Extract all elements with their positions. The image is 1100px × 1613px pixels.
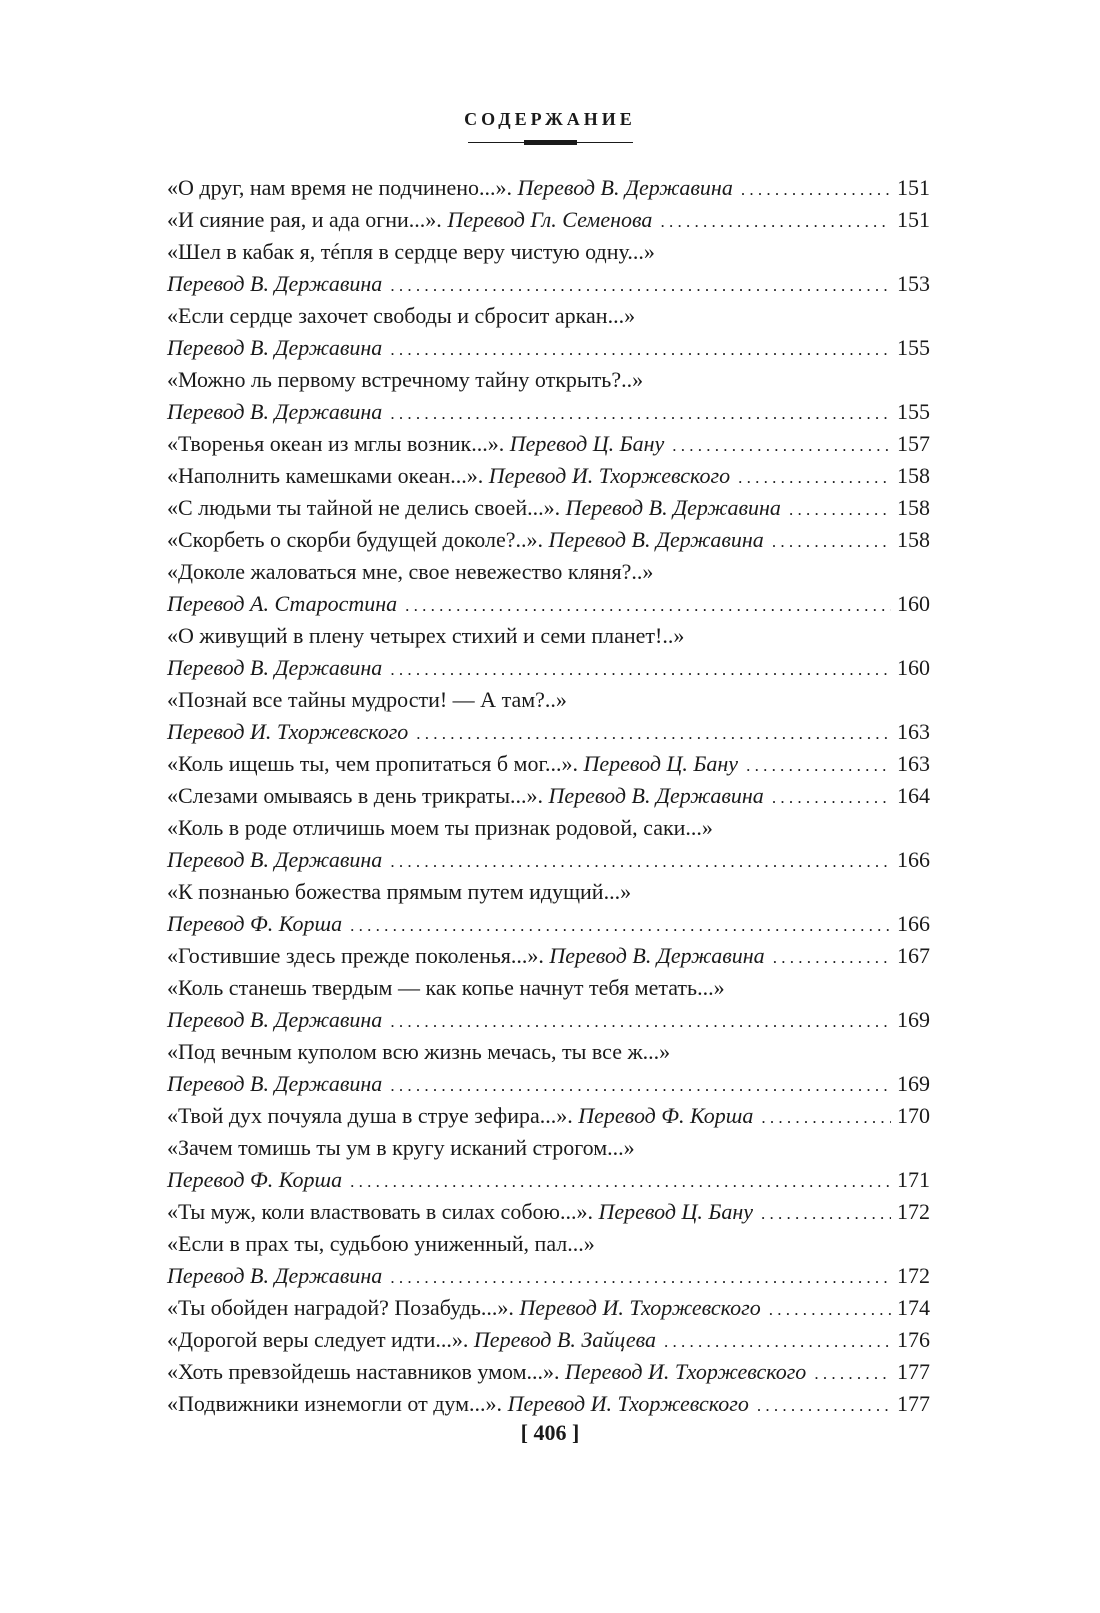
entry-translator: Перевод Ф. Корша xyxy=(578,1103,754,1128)
entry-page-number: 174 xyxy=(897,1295,930,1320)
entry-title: «О друг, нам время не подчинено...». xyxy=(167,175,513,200)
toc-entry xyxy=(167,172,930,204)
entry-title: «Коль ищешь ты, чем пропитаться б мог...». xyxy=(167,751,578,776)
toc-entry-line xyxy=(167,204,930,236)
entry-title: «К познанью божества прямым путем идущий...» xyxy=(167,879,632,904)
toc-entry xyxy=(167,1324,930,1356)
dot-leader xyxy=(741,172,891,206)
toc-entry xyxy=(167,1292,930,1324)
entry-page-number: 158 xyxy=(897,495,930,520)
entry-page-number: 160 xyxy=(897,591,930,616)
entry-page-number: 163 xyxy=(897,719,930,744)
entry-title: «Зачем томишь ты ум в кругу исканий строгом...» xyxy=(167,1135,635,1160)
entry-page-number: 158 xyxy=(897,463,930,488)
toc-entry xyxy=(167,1196,930,1228)
entry-page-number: 160 xyxy=(897,655,930,680)
entry-page-number: 155 xyxy=(897,399,930,424)
toc-entry-line xyxy=(167,364,930,396)
entry-page-number: 166 xyxy=(897,847,930,872)
entry-title: «Коль станешь твердым — как копье начнут тебя метать...» xyxy=(167,975,725,1000)
entry-translator: Перевод И. Тхоржевского xyxy=(507,1391,749,1416)
toc-entry-line xyxy=(167,524,930,556)
entry-translator: Перевод В. Державина xyxy=(167,847,383,872)
toc-entry xyxy=(167,1132,930,1196)
dot-leader xyxy=(746,748,891,782)
entry-page-number: 151 xyxy=(897,207,930,232)
entry-page-number: 176 xyxy=(897,1327,930,1352)
toc-entry-line xyxy=(167,236,930,268)
entry-translator: Перевод В. Державина xyxy=(167,1071,383,1096)
toc-entry-line xyxy=(167,1132,930,1164)
entry-translator: Перевод В. Зайцева xyxy=(473,1327,656,1352)
dot-leader xyxy=(416,716,891,750)
toc-entry-line xyxy=(167,620,930,652)
toc-entry-line xyxy=(167,652,930,684)
toc-entry xyxy=(167,780,930,812)
entry-title: «Ты муж, коли властвовать в силах собою...». xyxy=(167,1199,593,1224)
entry-translator: Перевод В. Державина xyxy=(549,943,765,968)
toc-entry-line xyxy=(167,1164,930,1196)
entry-title: «С людьми ты тайной не делись своей...». xyxy=(167,495,561,520)
entry-translator: Перевод Ф. Корша xyxy=(167,911,343,936)
entry-page-number: 155 xyxy=(897,335,930,360)
entry-title: «Если в прах ты, судьбою униженный, пал...» xyxy=(167,1231,595,1256)
toc-entry xyxy=(167,204,930,236)
toc-entry-line xyxy=(167,972,930,1004)
toc-entry xyxy=(167,620,930,684)
dot-leader xyxy=(390,1260,891,1294)
entry-page-number: 171 xyxy=(897,1167,930,1192)
entry-translator: Перевод В. Державина xyxy=(548,783,764,808)
entry-page-number: 169 xyxy=(897,1007,930,1032)
toc-entry-line xyxy=(167,748,930,780)
toc-entry-line xyxy=(167,300,930,332)
entry-title: «Подвижники изнемогли от дум...». xyxy=(167,1391,503,1416)
toc-entry xyxy=(167,1036,930,1100)
entry-translator: Перевод Ц. Бану xyxy=(583,751,739,776)
page-number: [ 406 ] xyxy=(520,1420,580,1445)
toc-entry-line xyxy=(167,1196,930,1228)
dot-leader xyxy=(350,1164,891,1198)
dot-leader xyxy=(390,1004,891,1038)
entry-title: «Шел в кабак я, тéпля в сердце веру чистую одну...» xyxy=(167,239,655,264)
toc-entry xyxy=(167,460,930,492)
entry-title: «О живущий в плену четырех стихий и семи планет!..» xyxy=(167,623,685,648)
table-of-contents xyxy=(167,172,930,1420)
entry-page-number: 153 xyxy=(897,271,930,296)
toc-entry-line xyxy=(167,460,930,492)
entry-title: «Доколе жаловаться мне, свое невежество кляня?..» xyxy=(167,559,654,584)
dot-leader xyxy=(757,1388,891,1422)
entry-page-number: 167 xyxy=(897,943,930,968)
entry-title: «Твой дух почуяла душа в струе зефира...». xyxy=(167,1103,573,1128)
dot-leader xyxy=(772,780,891,814)
dot-leader xyxy=(789,492,891,526)
dot-leader xyxy=(390,396,891,430)
entry-page-number: 166 xyxy=(897,911,930,936)
toc-entry-line xyxy=(167,1388,930,1420)
entry-title: «Если сердце захочет свободы и сбросит аркан...» xyxy=(167,303,636,328)
toc-entry-line xyxy=(167,1292,930,1324)
entry-translator: Перевод И. Тхоржевского xyxy=(519,1295,761,1320)
toc-entry xyxy=(167,556,930,620)
entry-translator: Перевод В. Державина xyxy=(517,175,733,200)
toc-entry-line xyxy=(167,1100,930,1132)
header-ornament-rule xyxy=(468,140,633,145)
entry-title: «Дорогой веры следует идти...». xyxy=(167,1327,469,1352)
toc-entry xyxy=(167,876,930,940)
entry-page-number: 158 xyxy=(897,527,930,552)
entry-translator: Перевод В. Державина xyxy=(167,271,383,296)
toc-entry-line xyxy=(167,428,930,460)
toc-entry xyxy=(167,812,930,876)
toc-entry-line xyxy=(167,332,930,364)
toc-entry-line xyxy=(167,588,930,620)
entry-translator: Перевод В. Державина xyxy=(167,655,383,680)
entry-translator: Перевод В. Державина xyxy=(548,527,764,552)
entry-page-number: 169 xyxy=(897,1071,930,1096)
toc-entry xyxy=(167,364,930,428)
dot-leader xyxy=(814,1356,891,1390)
toc-entry xyxy=(167,236,930,300)
dot-leader xyxy=(390,1068,891,1102)
entry-title: «Гостившие здесь прежде поколенья...». xyxy=(167,943,544,968)
entry-title: «Скорбеть о скорби будущей доколе?..». xyxy=(167,527,543,552)
entry-title: «Можно ль первому встречному тайну открыть?..» xyxy=(167,367,644,392)
entry-title: «И сияние рая, и ада огни...». xyxy=(167,207,442,232)
entry-page-number: 157 xyxy=(897,431,930,456)
toc-entry xyxy=(167,972,930,1036)
dot-leader xyxy=(390,332,891,366)
dot-leader xyxy=(738,460,891,494)
entry-translator: Перевод В. Державина xyxy=(167,335,383,360)
entry-page-number: 177 xyxy=(897,1391,930,1416)
entry-page-number: 172 xyxy=(897,1263,930,1288)
toc-entry-line xyxy=(167,1228,930,1260)
dot-leader xyxy=(761,1100,891,1134)
entry-page-number: 172 xyxy=(897,1199,930,1224)
toc-entry-line xyxy=(167,1068,930,1100)
entry-page-number: 164 xyxy=(897,783,930,808)
toc-entry-line xyxy=(167,492,930,524)
section-title: СОДЕРЖАНИЕ xyxy=(464,109,636,129)
entry-translator: Перевод Гл. Семенова xyxy=(447,207,653,232)
toc-entry-line xyxy=(167,268,930,300)
entry-title: «Хоть превзойдешь наставников умом...». xyxy=(167,1359,560,1384)
toc-entry-line xyxy=(167,716,930,748)
entry-page-number: 177 xyxy=(897,1359,930,1384)
dot-leader xyxy=(773,940,891,974)
toc-entry xyxy=(167,428,930,460)
entry-translator: Перевод В. Державина xyxy=(167,1263,383,1288)
dot-leader xyxy=(772,524,891,558)
entry-page-number: 151 xyxy=(897,175,930,200)
toc-entry xyxy=(167,940,930,972)
toc-entry-line xyxy=(167,684,930,716)
toc-entry xyxy=(167,748,930,780)
toc-entry-line xyxy=(167,844,930,876)
toc-entry-line xyxy=(167,1356,930,1388)
toc-entry xyxy=(167,492,930,524)
entry-translator: Перевод Ц. Бану xyxy=(509,431,665,456)
toc-entry-line xyxy=(167,908,930,940)
toc-entry-line xyxy=(167,940,930,972)
entry-translator: Перевод В. Державина xyxy=(167,399,383,424)
entry-translator: Перевод И. Тхоржевского xyxy=(488,463,731,488)
entry-translator: Перевод И. Тхоржевского xyxy=(167,719,409,744)
header-rule-thick xyxy=(524,140,577,145)
dot-leader xyxy=(660,204,891,238)
running-header xyxy=(0,106,1100,145)
dot-leader xyxy=(350,908,891,942)
toc-entry-line xyxy=(167,876,930,908)
dot-leader xyxy=(390,268,891,302)
toc-entry xyxy=(167,684,930,748)
toc-entry-line xyxy=(167,1324,930,1356)
dot-leader xyxy=(672,428,891,462)
toc-entry-line xyxy=(167,1260,930,1292)
dot-leader xyxy=(769,1292,891,1326)
entry-title: «Ты обойден наградой? Позабудь...». xyxy=(167,1295,514,1320)
toc-entry xyxy=(167,1228,930,1292)
toc-entry-line xyxy=(167,812,930,844)
toc-entry xyxy=(167,1388,930,1420)
entry-translator: Перевод Ф. Корша xyxy=(167,1167,343,1192)
toc-entry xyxy=(167,300,930,364)
toc-entry xyxy=(167,1356,930,1388)
dot-leader xyxy=(405,588,891,622)
entry-translator: Перевод И. Тхоржевского xyxy=(565,1359,807,1384)
entry-title: «Познай все тайны мудрости! — А там?..» xyxy=(167,687,567,712)
dot-leader xyxy=(390,844,891,878)
entry-title: «Коль в роде отличишь моем ты признак родовой, саки...» xyxy=(167,815,713,840)
entry-title: «Творенья океан из мглы возник...». xyxy=(167,431,505,456)
entry-title: «Слезами омываясь в день трикраты...». xyxy=(167,783,543,808)
entry-translator: Перевод В. Державина xyxy=(167,1007,383,1032)
dot-leader xyxy=(664,1324,891,1358)
entry-translator: Перевод А. Старостина xyxy=(167,591,398,616)
toc-entry-line xyxy=(167,1004,930,1036)
toc-entry-line xyxy=(167,396,930,428)
entry-page-number: 163 xyxy=(897,751,930,776)
dot-leader xyxy=(761,1196,891,1230)
entry-translator: Перевод Ц. Бану xyxy=(598,1199,754,1224)
toc-entry xyxy=(167,524,930,556)
toc-entry xyxy=(167,1100,930,1132)
entry-title: «Под вечным куполом всю жизнь мечась, ты все ж...» xyxy=(167,1039,671,1064)
dot-leader xyxy=(390,652,891,686)
toc-entry-line xyxy=(167,556,930,588)
toc-entry-line xyxy=(167,1036,930,1068)
toc-entry-line xyxy=(167,172,930,204)
entry-title: «Наполнить камешками океан...». xyxy=(167,463,484,488)
toc-entry-line xyxy=(167,780,930,812)
entry-page-number: 170 xyxy=(897,1103,930,1128)
entry-translator: Перевод В. Державина xyxy=(565,495,781,520)
